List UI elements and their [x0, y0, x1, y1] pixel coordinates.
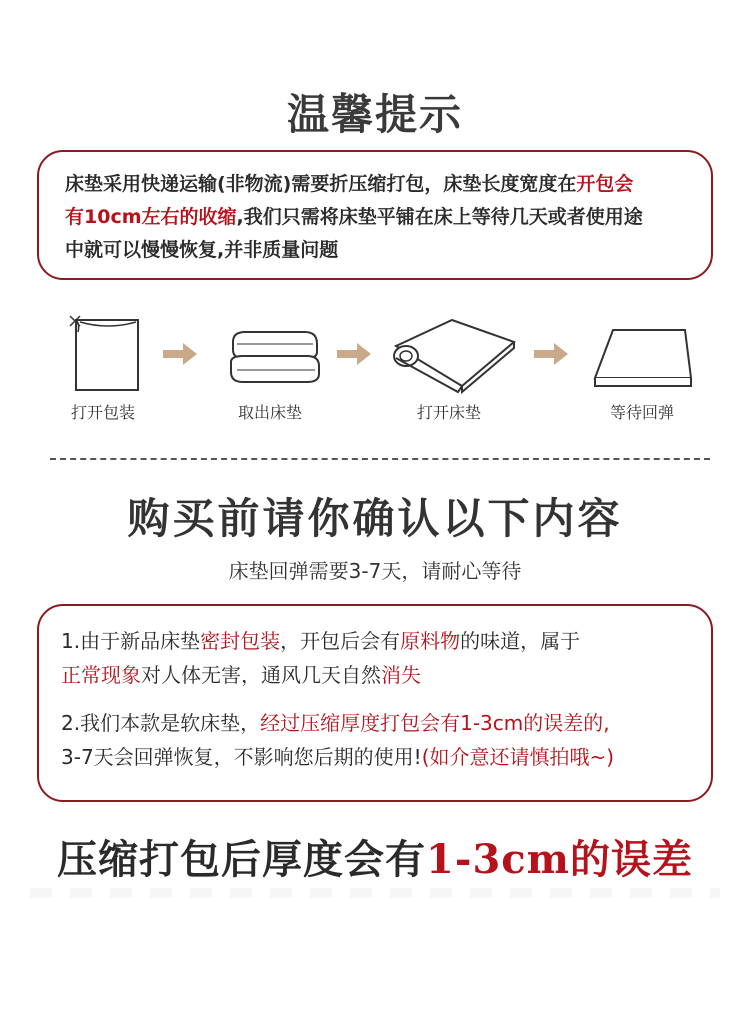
- step-label: 取出床垫: [237, 403, 302, 422]
- step-label: 打开床垫: [416, 403, 481, 422]
- step-label: 等待回弹: [609, 403, 674, 422]
- notice-line-1: 床垫采用快递运输(非物流)需要折压缩打包，床垫长度宽度在开包会: [65, 173, 634, 195]
- divider: [50, 458, 710, 460]
- arrow-icon: [163, 342, 197, 366]
- step-open-package: [28, 312, 178, 422]
- point-1-line-1: 1.由于新品床垫密封包装，开包后会有原料物的味道，属于: [61, 629, 581, 653]
- step-label: 打开包装: [70, 403, 135, 422]
- folded-mattress-icon: [195, 312, 345, 397]
- point-2-line-1: 2.我们本款是软床垫，经过压缩厚度打包会有1-3cm的误差的,: [61, 711, 610, 735]
- unrolling-mattress-icon: [374, 312, 524, 397]
- flat-mattress-icon: [567, 312, 717, 397]
- step-take-out-mattress: [195, 312, 345, 422]
- points-box: [37, 604, 713, 802]
- confirm-subtitle: 床垫回弹需要3-7天，请耐心等待: [228, 559, 522, 583]
- step-open-mattress: [374, 312, 524, 422]
- bottom-headline: 压缩打包后厚度会有1-3cm的误差: [57, 836, 693, 883]
- arrow-icon: [534, 342, 568, 366]
- step-wait-rebound: [567, 312, 717, 422]
- page-title: 温馨提示: [286, 90, 463, 139]
- point-1-line-2: 正常现象对人体无害，通风几天自然消失: [61, 663, 421, 687]
- arrow-icon: [337, 342, 371, 366]
- point-2-line-2: 3-7天会回弹恢复，不影响您后期的使用!(如介意还请慎拍哦~): [61, 745, 615, 769]
- confirm-title: 购买前请你确认以下内容: [127, 494, 623, 543]
- faint-decoration: [30, 888, 720, 898]
- notice-box: [37, 150, 713, 280]
- bag-icon: [28, 312, 178, 397]
- notice-line-2: 有10cm左右的收缩,我们只需将床垫平铺在床上等待几天或者使用途: [65, 206, 643, 228]
- notice-line-3: 中就可以慢慢恢复,并非质量问题: [65, 239, 339, 261]
